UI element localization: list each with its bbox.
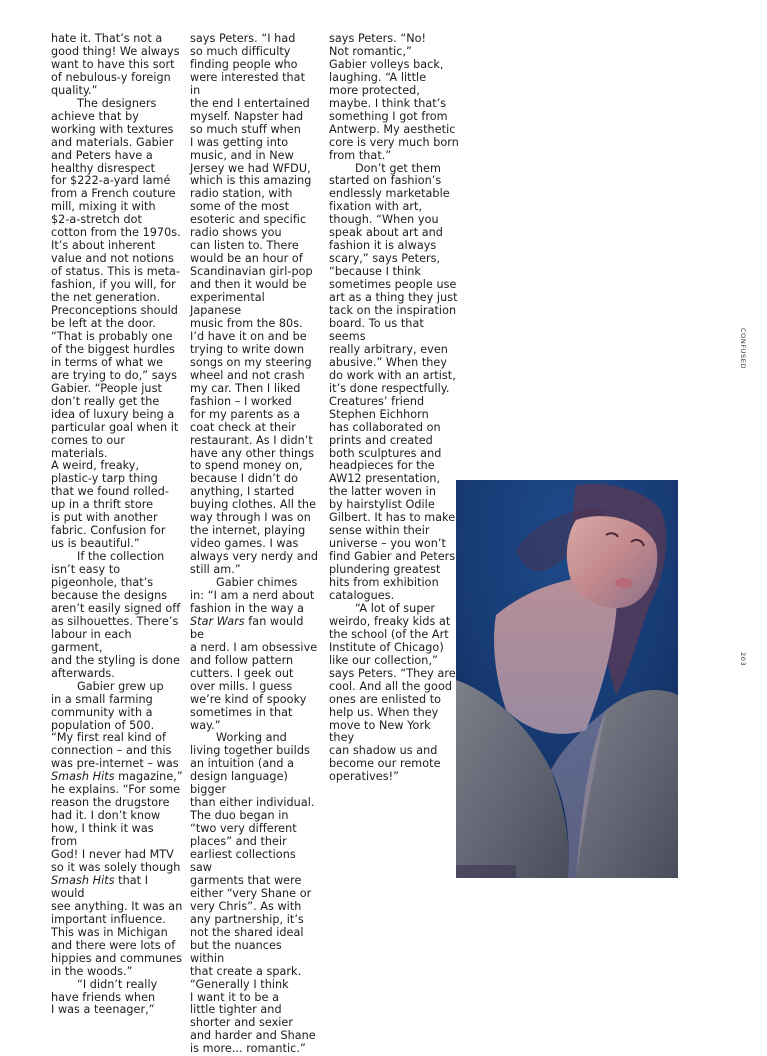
text-line: had it. I don’t know bbox=[51, 809, 161, 823]
text-line: $2-a-stretch dot bbox=[51, 213, 142, 227]
text-line: says Peters. “They are bbox=[329, 666, 456, 680]
text-line: fashion – I worked bbox=[190, 394, 292, 408]
text-line: in the woods.” bbox=[51, 964, 133, 978]
text-line: finding people who bbox=[190, 57, 298, 71]
text-line: art as a thing they just bbox=[329, 291, 458, 305]
text-line: I’d have it on and be bbox=[190, 329, 307, 343]
text-line: working with textures bbox=[51, 122, 174, 136]
article-column-2 bbox=[190, 33, 318, 1056]
text-line: design language) bigger bbox=[190, 770, 288, 797]
text-line: Gabier chimes bbox=[216, 576, 298, 590]
text-line: anything, I started bbox=[190, 485, 295, 499]
text-line: “A lot of super bbox=[355, 601, 436, 615]
text-line: like our collection,” bbox=[329, 653, 438, 667]
text-line: which is this amazing bbox=[190, 174, 312, 188]
text-line: Smash Hits magazine,” bbox=[51, 770, 183, 784]
text-line: up in a thrift store bbox=[51, 498, 154, 512]
text-line: so it was solely though bbox=[51, 861, 181, 874]
text-line: so much stuff when bbox=[190, 122, 301, 136]
text-line: some of the most bbox=[190, 200, 290, 214]
text-line: fashion, if you will, for bbox=[51, 278, 176, 292]
text-line: in terms of what we bbox=[51, 355, 164, 369]
text-line: I want it to be a bbox=[190, 990, 279, 1004]
text-line: fashion in the way a bbox=[190, 601, 305, 615]
text-line: Working and bbox=[216, 731, 287, 745]
text-line: started on fashion’s bbox=[329, 174, 442, 188]
text-line: restaurant. As I didn’t bbox=[190, 433, 313, 447]
text-line: don’t really get the bbox=[51, 394, 160, 408]
text-line: move to New York they bbox=[329, 718, 431, 745]
text-line: radio shows you bbox=[190, 226, 282, 240]
text-line: become our remote bbox=[329, 757, 441, 771]
text-line: as silhouettes. There’s bbox=[51, 614, 179, 628]
text-line: can listen to. There bbox=[190, 239, 299, 253]
text-line: prints and created bbox=[329, 433, 433, 447]
text-line: Gabier grew up bbox=[77, 679, 164, 693]
text-line: achieve that by bbox=[51, 109, 139, 123]
text-line: cotton from the 1970s. bbox=[51, 226, 181, 240]
text-line: Smash Hits that I would bbox=[51, 873, 149, 900]
text-line: to spend money on, bbox=[190, 459, 303, 473]
text-line: experimental Japanese bbox=[190, 291, 265, 318]
text-line: Stephen Eichhorn bbox=[329, 407, 429, 421]
text-line: afterwards. bbox=[51, 666, 115, 680]
text-line: and then it would be bbox=[190, 278, 307, 292]
text-line: pigeonhole, that’s bbox=[51, 576, 154, 590]
text-line: over mills. I guess bbox=[190, 679, 293, 693]
text-line: I was getting into bbox=[190, 135, 289, 149]
text-line: headpieces for the bbox=[329, 459, 435, 473]
text-line: “because I think bbox=[329, 265, 421, 279]
text-line: weirdo, freaky kids at bbox=[329, 614, 451, 628]
text-line: want to have this sort bbox=[51, 57, 175, 71]
text-line: that we found rolled- bbox=[51, 485, 169, 499]
text-line: Gabier volleys back, bbox=[329, 57, 444, 71]
text-line: shorter and sexier bbox=[190, 1016, 294, 1030]
text-line: ones are enlisted to bbox=[329, 692, 442, 706]
text-line: important influence. bbox=[51, 912, 166, 926]
text-line: “Generally I think bbox=[190, 977, 289, 991]
text-line: This was in Michigan bbox=[51, 925, 168, 939]
text-line: is put with another bbox=[51, 511, 158, 525]
text-line: both sculptures and bbox=[329, 446, 442, 460]
text-line: in: “I am a nerd about bbox=[190, 588, 315, 602]
text-line: says Peters. “No! bbox=[329, 32, 427, 45]
text-line: have friends when bbox=[51, 990, 156, 1004]
text-line: Jersey we had WFDU, bbox=[190, 161, 311, 175]
text-line: either “very Shane or bbox=[190, 886, 312, 900]
text-line: hits from exhibition bbox=[329, 576, 439, 590]
text-line: of nebulous-y foreign bbox=[51, 70, 171, 84]
text-line: cutters. I geek out bbox=[190, 666, 294, 680]
text-line: buying clothes. All the bbox=[190, 498, 317, 512]
text-line: so much difficulty bbox=[190, 44, 291, 58]
text-line: endlessly marketable bbox=[329, 187, 450, 201]
text-line: core is very much born bbox=[329, 135, 459, 149]
text-line: do work with an artist, bbox=[329, 368, 456, 382]
text-line: something I got from bbox=[329, 109, 448, 123]
text-line: laughing. “A little bbox=[329, 70, 427, 84]
text-line: AW12 presentation, bbox=[329, 472, 441, 486]
text-line: A weird, freaky, bbox=[51, 459, 140, 473]
text-line: have any other things bbox=[190, 446, 315, 460]
text-line: garments that were bbox=[190, 873, 302, 887]
text-line: sometimes people use bbox=[329, 278, 457, 292]
text-line: in a small farming bbox=[51, 692, 153, 706]
text-line: video games. I was bbox=[190, 537, 299, 551]
text-line: myself. Napster had bbox=[190, 109, 304, 123]
text-line: us is beautiful.” bbox=[51, 537, 140, 551]
article-column-1 bbox=[51, 33, 183, 1017]
text-line: connection – and this bbox=[51, 744, 172, 758]
text-line: very Chris”. As with bbox=[190, 899, 302, 913]
text-line: Gabier. “People just bbox=[51, 381, 162, 395]
text-line: by hairstylist Odile bbox=[329, 498, 435, 512]
text-line: hate it. That’s not a bbox=[51, 32, 163, 45]
text-line: be left at the door. bbox=[51, 316, 156, 330]
text-line: but the nuances within bbox=[190, 938, 282, 965]
text-line: my car. Then I liked bbox=[190, 381, 301, 395]
text-line: “My first real kind of bbox=[51, 731, 167, 745]
text-line: not the shared ideal bbox=[190, 925, 304, 939]
text-line: abusive.” When they bbox=[329, 355, 448, 369]
text-line: would be an hour of bbox=[190, 252, 303, 266]
text-line: says Peters. “I had bbox=[190, 32, 296, 45]
text-line: speak about art and bbox=[329, 226, 443, 240]
text-line: it’s done respectfully. bbox=[329, 381, 450, 395]
text-line: plundering greatest bbox=[329, 563, 441, 577]
text-line: any partnership, it’s bbox=[190, 912, 304, 926]
text-line: “I didn’t really bbox=[77, 977, 158, 991]
text-line: Not romantic,” bbox=[329, 44, 412, 58]
text-line: were interested that in bbox=[190, 70, 306, 97]
text-line: trying to write down bbox=[190, 342, 305, 356]
text-line: that create a spark. bbox=[190, 964, 302, 978]
text-line: music from the 80s. bbox=[190, 316, 303, 330]
text-line: universe – you won’t bbox=[329, 537, 446, 551]
text-line: It’s about inherent bbox=[51, 239, 156, 253]
text-line: maybe. I think that’s bbox=[329, 96, 447, 110]
text-line: I was a teenager,” bbox=[51, 1003, 155, 1017]
text-line: The duo began in bbox=[190, 809, 289, 823]
text-line: of status. This is meta- bbox=[51, 265, 180, 279]
text-line: the end I entertained bbox=[190, 96, 310, 110]
text-line: isn’t easy to bbox=[51, 563, 121, 577]
text-line: from a French couture bbox=[51, 187, 176, 201]
model-photo bbox=[456, 480, 678, 878]
text-line: and harder and Shane bbox=[190, 1029, 316, 1043]
text-line: Star Wars fan would be bbox=[190, 614, 304, 641]
text-line: board. To us that seems bbox=[329, 316, 424, 343]
text-line: operatives!” bbox=[329, 770, 399, 784]
text-line: fashion it is always bbox=[329, 239, 437, 253]
text-line: sense within their bbox=[329, 524, 430, 538]
text-line: value and not notions bbox=[51, 252, 174, 266]
text-line: and the styling is done bbox=[51, 653, 180, 667]
text-line: population of 500. bbox=[51, 718, 155, 732]
text-line: particular goal when it bbox=[51, 420, 179, 434]
text-line: we’re kind of spooky bbox=[190, 692, 307, 706]
text-line: fixation with art, bbox=[329, 200, 423, 214]
text-line: always very nerdy and bbox=[190, 550, 319, 564]
text-line: labour in each garment, bbox=[51, 627, 132, 654]
text-line: wheel and not crash bbox=[190, 368, 305, 382]
text-line: comes to our materials. bbox=[51, 433, 126, 460]
text-line: though. “When you bbox=[329, 213, 439, 227]
text-line: radio station, with bbox=[190, 187, 293, 201]
text-line: help us. When they bbox=[329, 705, 439, 719]
text-line: The designers bbox=[77, 96, 157, 110]
model-photo-illustration bbox=[456, 480, 678, 878]
article-column-3 bbox=[329, 33, 459, 784]
text-line: was pre-internet – was bbox=[51, 757, 179, 771]
text-line: aren’t easily signed off bbox=[51, 601, 181, 615]
text-line: and materials. Gabier bbox=[51, 135, 174, 149]
text-line: Gilbert. It has to make bbox=[329, 511, 456, 525]
text-line: sometimes in that way.” bbox=[190, 705, 293, 732]
text-line: God! I never had MTV bbox=[51, 848, 174, 862]
text-line: Don’t get them bbox=[355, 161, 441, 175]
text-line: and there were lots of bbox=[51, 938, 176, 952]
text-line: because I didn’t do bbox=[190, 472, 299, 486]
text-line: and follow pattern bbox=[190, 653, 294, 667]
text-line: than either individual. bbox=[190, 796, 315, 810]
text-line: can shadow us and bbox=[329, 744, 438, 758]
page-number: 203 bbox=[739, 652, 747, 667]
text-line: If the collection bbox=[77, 550, 165, 564]
text-line: cool. And all the good bbox=[329, 679, 452, 693]
text-line: Antwerp. My aesthetic bbox=[329, 122, 456, 136]
text-line: living together builds bbox=[190, 744, 310, 758]
text-line: healthy disrespect bbox=[51, 161, 156, 175]
text-line: Institute of Chicago) bbox=[329, 640, 444, 654]
text-line: tack on the inspiration bbox=[329, 304, 457, 318]
text-line: fabric. Confusion for bbox=[51, 524, 166, 538]
text-line: “That is probably one bbox=[51, 329, 173, 343]
text-line: more protected, bbox=[329, 83, 420, 97]
text-line: for my parents as a bbox=[190, 407, 301, 421]
text-line: really arbitrary, even bbox=[329, 342, 448, 356]
text-line: he explains. “For some bbox=[51, 783, 181, 797]
text-line: earliest collections saw bbox=[190, 848, 296, 874]
text-line: scary,” says Peters, bbox=[329, 252, 441, 266]
text-line: is more... romantic.” bbox=[190, 1042, 306, 1056]
text-line: an intuition (and a bbox=[190, 757, 295, 771]
text-line: mill, mixing it with bbox=[51, 200, 156, 214]
text-line: from that.” bbox=[329, 148, 392, 162]
text-line: and Peters have a bbox=[51, 148, 153, 162]
text-line: the school (of the Art bbox=[329, 627, 449, 641]
text-line: the internet, playing bbox=[190, 524, 306, 538]
text-line: see anything. It was an bbox=[51, 899, 183, 913]
text-line: are trying to do,” says bbox=[51, 368, 178, 382]
text-line: songs on my steering bbox=[190, 355, 312, 369]
text-line: good thing! We always bbox=[51, 44, 180, 58]
text-line: a nerd. I am obsessive bbox=[190, 640, 318, 654]
text-line: has collaborated on bbox=[329, 420, 441, 434]
text-line: the latter woven in bbox=[329, 485, 436, 499]
text-line: how, I think it was from bbox=[51, 822, 154, 849]
text-line: the net generation. bbox=[51, 291, 161, 305]
text-line: community with a bbox=[51, 705, 153, 719]
section-label: CONFUSED bbox=[739, 328, 747, 370]
text-line: Creatures’ friend bbox=[329, 394, 425, 408]
text-line: find Gabier and Peters bbox=[329, 550, 456, 564]
text-line: idea of luxury being a bbox=[51, 407, 175, 421]
text-line: catalogues. bbox=[329, 588, 395, 602]
text-line: little tighter and bbox=[190, 1003, 282, 1017]
text-line: way through I was on bbox=[190, 511, 311, 525]
text-line: Scandinavian girl-pop bbox=[190, 265, 313, 279]
text-line: for $222-a-yard lamé bbox=[51, 174, 171, 188]
text-line: coat check at their bbox=[190, 420, 296, 434]
text-line: hippies and communes bbox=[51, 951, 183, 965]
text-line: places” and their bbox=[190, 835, 287, 849]
text-line: reason the drugstore bbox=[51, 796, 170, 810]
text-line: music, and in New bbox=[190, 148, 294, 162]
text-line: because the designs bbox=[51, 588, 168, 602]
text-line: Preconceptions should bbox=[51, 304, 178, 318]
text-line: plastic-y tarp thing bbox=[51, 472, 158, 486]
text-line: of the biggest hurdles bbox=[51, 342, 175, 356]
text-line: still am.” bbox=[190, 563, 241, 577]
text-line: esoteric and specific bbox=[190, 213, 307, 227]
text-line: “two very different bbox=[190, 822, 297, 836]
text-line: quality.” bbox=[51, 83, 98, 97]
